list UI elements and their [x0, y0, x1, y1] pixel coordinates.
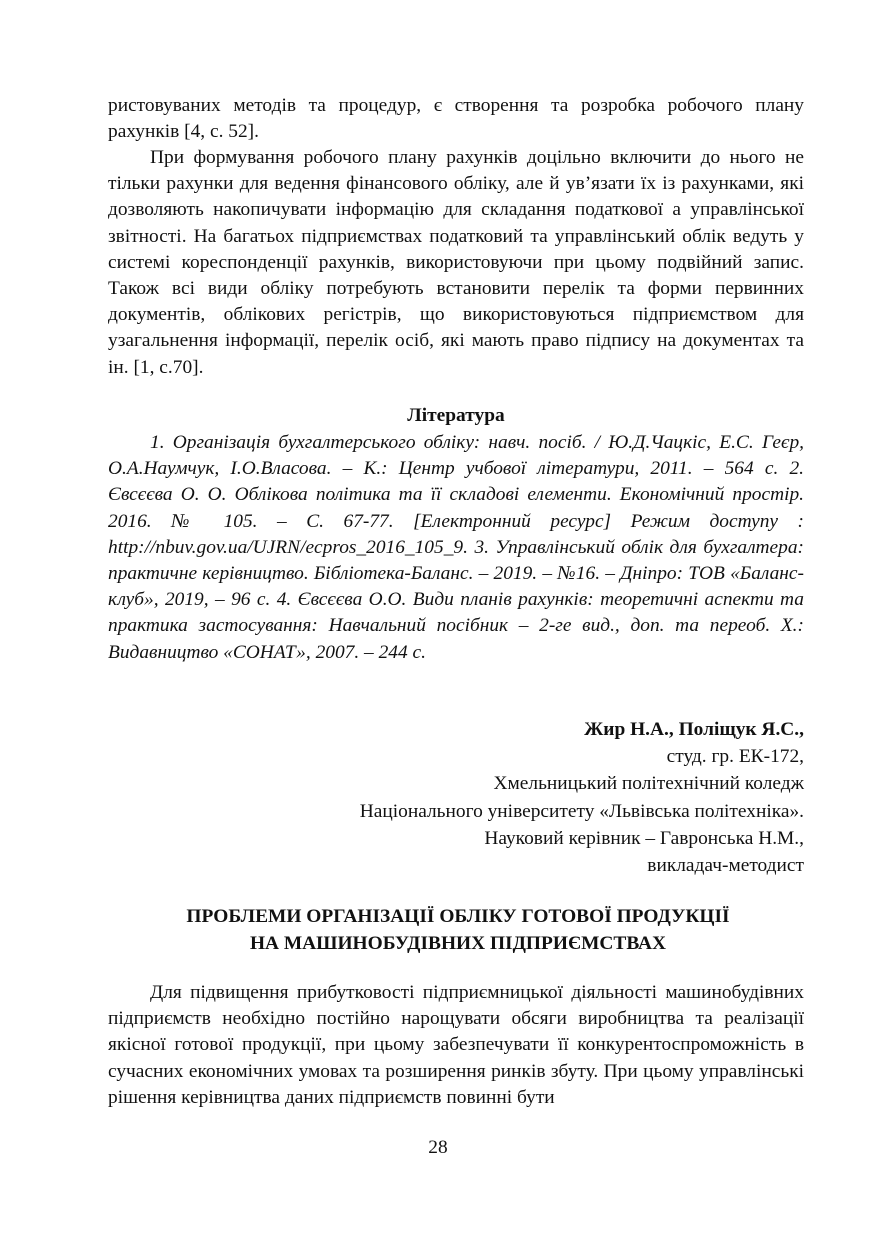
- page-number: 28: [428, 1137, 448, 1158]
- article-title-line-1: ПРОБЛЕМИ ОРГАНІЗАЦІЇ ОБЛІКУ ГОТОВОЇ ПРОДУКЦІЇ: [186, 906, 730, 927]
- paragraph-working-plan: При формування робочого плану рахунків доцільно включити до нього не тільки рахунки для ведення фінансового обліку, але й ув’язати їх із рахунками, які дозволяють накопичувати інформацію для складання податкової а управлінської звітності. На багатьох підприємствах податковий та управлінський облік ведуть у системі кореспонденції рахунків, використовуючи при цьому подвійний запис. Також всі види обліку потребують встановити перелік та форми первинних документів, облікових регістрів, що використовуються підприємством для узагальнення інформації, перелік осіб, які мають право підпису на документах та ін. [1, с.70].: [108, 147, 804, 378]
- author-names: Жир Н.А., Поліщук Я.С.,: [584, 719, 804, 740]
- author-block: [104, 716, 804, 879]
- paragraph-continuation: ристовуваних методів та процедур, є створення та розробка робочого плану рахунків [4, с. 52].: [108, 95, 804, 143]
- author-college: Хмельницький політехнічний коледж: [493, 773, 804, 795]
- paragraph-intro: Для підвищення прибутковості підприємницької діяльності машинобудівних підприємств необхідно постійно нарощувати обсяги виробництва та реалізації якісної готової продукції, при цьому забезпечувати її конкурентоспроможність в сучасних економічних умовах та розширення ринків збуту. При цьому управлінські рішення керівництва даних підприємств повинні бути: [108, 982, 804, 1108]
- author-university: Національного університету «Львівська політехніка».: [359, 800, 804, 822]
- literature-list: 1. Організація бухгалтерського обліку: навч. посіб. / Ю.Д.Чацкіс, Е.С. Геєр, О.А.Наумчук, І.О.Власова. – К.: Центр учбової літератури, 2011. – 564 с. 2. Євсєєва О. О. Облікова політика та її складові елементи. Економічний простір. 2016. № 105. – С. 67-77. [Електронний ресурс] Режим доступу : http://nbuv.gov.ua/UJRN/ecpros_2016_105_9. 3. Управлінський облік для бухгалтера: практичне керівництво. Бібліотека-Баланс. – 2019. – №16. – Дніпро: ТОВ «Баланс-клуб», 2019, – 96 с. 4. Євсєєва О.О. Види планів рахунків: теоретичні аспекти та практика застосування: Навчальний посібник – 2-ге вид., доп. та переоб. Х.: Видавництво «СОНАТ», 2007. – 244 с.: [108, 432, 804, 663]
- article-title-line-2: НА МАШИНОБУДІВНИХ ПІДПРИЄМСТВАХ: [249, 933, 667, 954]
- article-title: [108, 903, 808, 957]
- author-group: студ. гр. ЕК-172,: [666, 746, 804, 768]
- author-supervisor: Науковий керівник – Гавронська Н.М.,: [484, 827, 804, 849]
- literature-heading: Література: [407, 405, 505, 426]
- author-position: викладач-методист: [647, 855, 804, 877]
